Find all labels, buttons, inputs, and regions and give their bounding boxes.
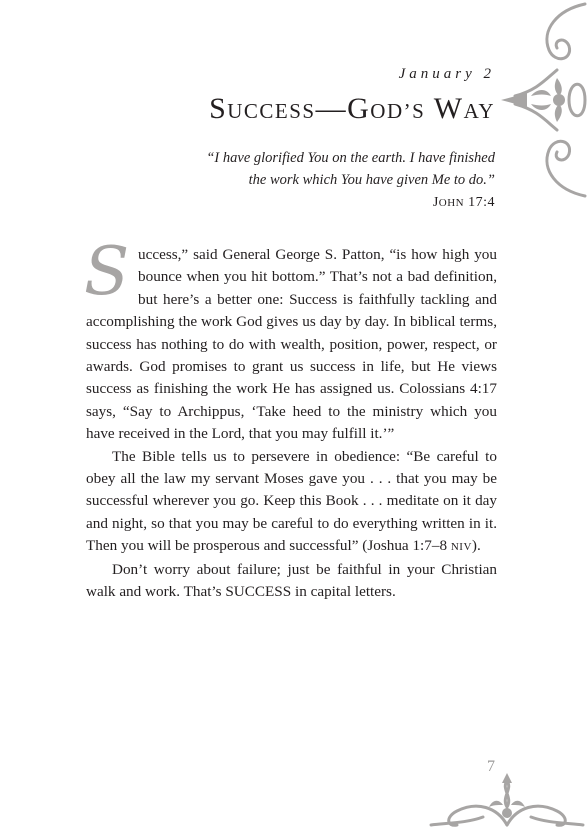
paragraph-2: The Bible tells us to persevere in obedience: “Be careful to obey all the law my servant Moses gave you . . . that you may be successful wherever you go. Keep this Book . . . meditate on it day and night, so that you may be careful to do everything written in it. Then you will be prosperous and successful” (Joshua 1:7–8 NIV). — [86, 447, 497, 555]
title-dash: — — [315, 92, 348, 125]
devotional-date: January 2 — [398, 66, 495, 82]
page-title — [209, 92, 495, 126]
title-word-1: SUCCESS — [209, 92, 316, 125]
title-word-3: WAY — [425, 92, 495, 125]
bottom-flourish-icon — [427, 767, 587, 827]
paragraph-1: Success,” said General George S. Patton, “is how high you bounce when you hit bottom.” That’s not a bad definition, but here’s a better one: Success is faithfully tackling and accomplishing the work God gives us day by day. In biblical terms, success has nothing to do with wealth, position, power, respect, or awards. God promises to grant us success in life, but He views success as finishing the work He has assigned us. Colossians 4:17 says, “Say to Archippus, ‘Take heed to the ministry which you have received in the Lord, that you may fulfill it.’” — [84, 233, 497, 443]
verse-line-2: the work which You have given Me to do.” — [248, 172, 495, 188]
verse-line-1: “I have glorified You on the earth. I have finished — [206, 150, 495, 166]
drop-cap: S — [84, 233, 130, 310]
scripture-quote — [155, 147, 495, 191]
title-word-2: GOD’S — [347, 92, 426, 125]
corner-flourish-icon — [497, 0, 587, 200]
paragraph-3: Don’t worry about failure; just be faithful in your Christian walk and work. That’s SUCCESS in capital letters. — [86, 560, 497, 601]
page-number: 7 — [487, 758, 495, 775]
devotional-body — [84, 233, 497, 604]
verse-reference: JOHN 17:4 — [432, 195, 495, 210]
bible-version: NIV — [450, 541, 472, 554]
